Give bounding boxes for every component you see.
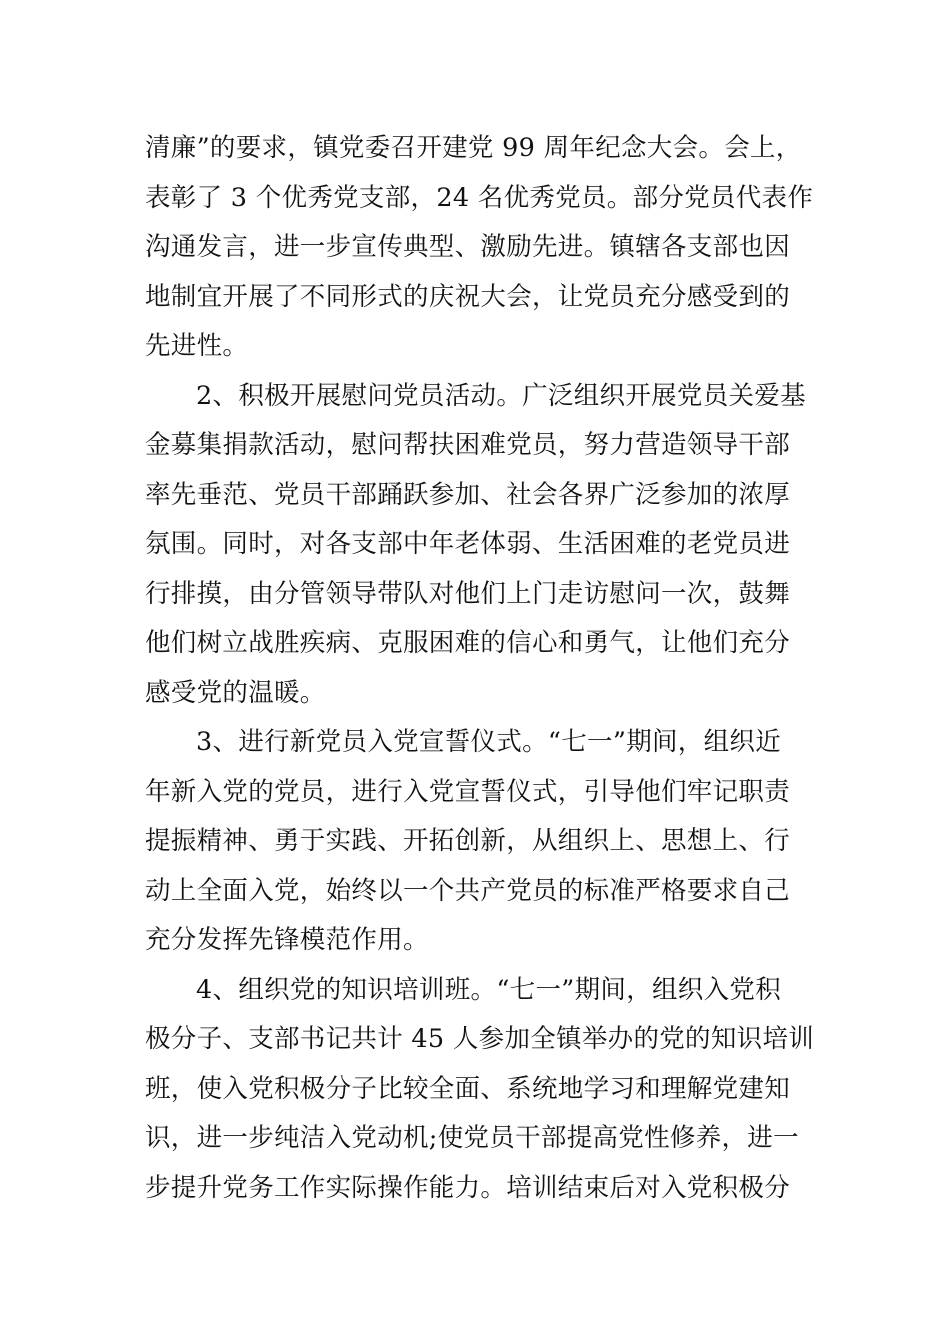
text-line: 班，使入党积极分子比较全面、系统地学习和理解党建知: [145, 1073, 791, 1104]
text-line: 表彰了 3 个优秀党支部，24 名优秀党员。部分党员代表作: [145, 182, 814, 213]
text-line: 步提升党务工作实际操作能力。培训结束后对入党积极分: [145, 1172, 791, 1203]
text-line: 先进性。: [145, 331, 249, 361]
paragraph-2-first-line: 2、积极开展慰问党员活动。广泛组织开展党员关爱基: [196, 380, 806, 411]
text-line: 氛围。同时，对各支部中年老体弱、生活困难的老党员进: [145, 529, 791, 559]
text-line: 感受党的温暖。: [145, 677, 326, 708]
text-line: 识，进一步纯洁入党动机;使党员干部提高党性修养，进一: [145, 1123, 799, 1153]
text-line: 行排摸，由分管领导带队对他们上门走访慰问一次，鼓舞: [145, 578, 791, 609]
text-line: 极分子、支部书记共计 45 人参加全镇举办的党的知识培训: [145, 1024, 815, 1054]
text-line: 提振精神、勇于实践、开拓创新，从组织上、思想上、行: [145, 826, 791, 856]
text-line: 地制宜开展了不同形式的庆祝大会，让党员充分感受到的: [145, 281, 791, 312]
text-line: 金募集捐款活动，慰问帮扶困难党员，努力营造领导干部: [145, 430, 791, 460]
text-line: 清廉”的要求，镇党委召开建党 99 周年纪念大会。会上，: [145, 133, 802, 163]
text-line: 沟通发言，进一步宣传典型、激励先进。镇辖各支部也因: [145, 232, 791, 262]
text-line: 年新入党的党员，进行入党宣誓仪式，引导他们牢记职责: [145, 776, 791, 807]
document-body: [145, 124, 815, 1213]
text-line: 充分发挥先锋模范作用。: [145, 925, 429, 955]
paragraph-3-first-line: 3、进行新党员入党宣誓仪式。“七一”期间，组织近: [196, 727, 781, 757]
text-line: 他们树立战胜疾病、克服困难的信心和勇气，让他们充分: [145, 628, 791, 658]
text-line: 率先垂范、党员干部踊跃参加、社会各界广泛参加的浓厚: [145, 479, 791, 510]
paragraph-4-first-line: 4、组织党的知识培训班。“七一”期间，组织入党积: [196, 974, 781, 1005]
text-line: 动上全面入党，始终以一个共产党员的标准严格要求自己: [145, 875, 791, 906]
